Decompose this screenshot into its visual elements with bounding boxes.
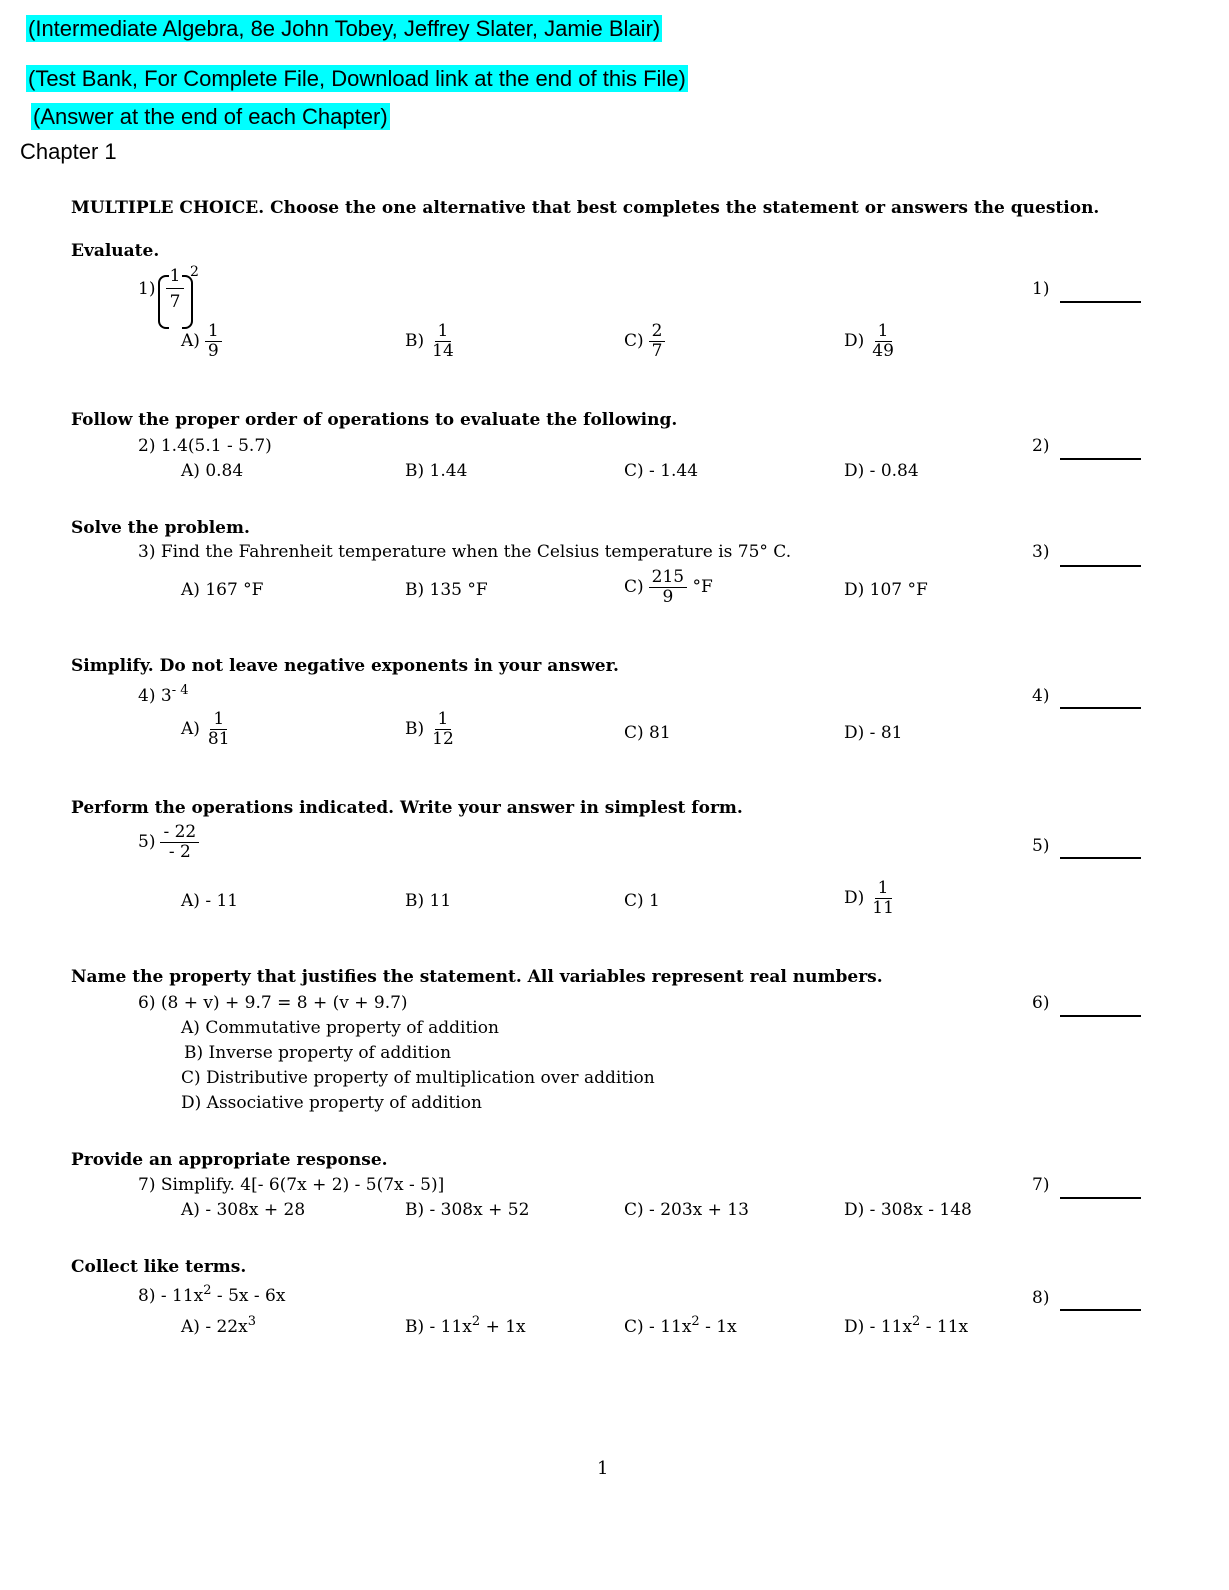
question-text: 6) (8 + v) + 9.7 = 8 + (v + 9.7)	[138, 993, 408, 1013]
choice-a[interactable]: A) 167 °F	[181, 580, 264, 600]
choice-c[interactable]: $C) - 11x^2 - 1x$	[624, 1314, 737, 1337]
choice-b[interactable]: B) 135 °F	[405, 580, 488, 600]
section-heading: Name the property that justifies the statement. All variables represent real numbers.	[71, 967, 883, 987]
choice-d[interactable]: D) - 0.84	[844, 461, 919, 481]
section-heading: Provide an appropriate response.	[71, 1150, 388, 1170]
answer-number: 4)	[1032, 686, 1050, 706]
answer-blank[interactable]	[1060, 458, 1141, 460]
choice-c[interactable]: C) - 203x + 13	[624, 1200, 749, 1220]
chapter-heading: Chapter 1	[20, 139, 117, 164]
choice-c[interactable]: C) 1	[624, 891, 660, 911]
choice-c[interactable]: C) - 1.44	[624, 461, 699, 481]
choice-b[interactable]: B) 11	[405, 891, 452, 911]
choice-d[interactable]: D) 107 °F	[844, 580, 928, 600]
header-title: (Intermediate Algebra, 8e John Tobey, Jeffrey Slater, Jamie Blair)	[28, 16, 661, 41]
fraction-numerator: 1	[169, 266, 181, 286]
question-text: 4) $3^{- 4}$	[138, 683, 189, 706]
choice-c[interactable]: C) 81	[624, 723, 671, 743]
choice-b[interactable]: B) - 308x + 52	[405, 1200, 530, 1220]
choice-b[interactable]: B) 1.44	[405, 461, 468, 481]
choice-d[interactable]: D) - 308x - 148	[844, 1200, 972, 1220]
header-test-bank-note: (Test Bank, For Complete File, Download link at the end of this File)	[28, 66, 686, 91]
choice-d[interactable]: D) Associative property of addition	[181, 1093, 482, 1113]
question-text: 7) Simplify. 4[- 6(7x + 2) - 5(7x - 5)]	[138, 1175, 445, 1195]
question-text: 2) 1.4(5.1 - 5.7)	[138, 436, 272, 456]
answer-number: 8)	[1032, 1288, 1050, 1308]
choice-d[interactable]: $D) - 11x^2 - 11x$	[844, 1314, 969, 1337]
choice-a[interactable]: A) $\frac{1}{9}$	[181, 322, 222, 361]
choice-c[interactable]: C) $\frac{215}{9}$ °F	[624, 567, 713, 607]
page-number: 1	[597, 1458, 609, 1479]
question-text: 3) Find the Fahrenheit temperature when the Celsius temperature is 75° C.	[138, 542, 792, 562]
choice-d[interactable]: D) - 81	[844, 723, 903, 743]
answer-number: 6)	[1032, 993, 1050, 1013]
section-heading: Follow the proper order of operations to evaluate the following.	[71, 410, 678, 430]
section-heading: Evaluate.	[71, 241, 160, 261]
instructions: MULTIPLE CHOICE. Choose the one alternative that best completes the statement or answers the question.	[71, 198, 1100, 218]
answer-blank[interactable]	[1060, 707, 1141, 709]
choice-a[interactable]: A) - 308x + 28	[181, 1200, 306, 1220]
choice-c[interactable]: C) Distributive property of multiplication over addition	[181, 1068, 655, 1088]
exponent: 2	[190, 264, 199, 280]
choice-b[interactable]: B) $\frac{1}{14}$	[405, 321, 454, 361]
section-heading: Solve the problem.	[71, 518, 250, 538]
answer-number: 1)	[1032, 279, 1050, 299]
answer-number: 5)	[1032, 836, 1050, 856]
answer-blank[interactable]	[1060, 301, 1141, 303]
answer-blank[interactable]	[1060, 1015, 1141, 1017]
choice-c[interactable]: C) $\frac{2}{7}$	[624, 322, 665, 361]
fraction-denominator: 7	[169, 292, 181, 312]
choice-a[interactable]: A) $\frac{1}{81}$	[181, 709, 230, 749]
choice-a[interactable]: $A) - 22x^3$	[181, 1314, 256, 1337]
answer-blank[interactable]	[1060, 857, 1141, 859]
choice-b[interactable]: $B) - 11x^2 + 1x$	[405, 1314, 526, 1337]
answer-number: 2)	[1032, 436, 1050, 456]
choice-a[interactable]: A) - 11	[181, 891, 239, 911]
section-heading: Simplify. Do not leave negative exponents in your answer.	[71, 656, 619, 676]
choice-d[interactable]: D) $\frac{1}{11}$	[844, 878, 894, 918]
answer-blank[interactable]	[1060, 565, 1141, 567]
header-answer-note: (Answer at the end of each Chapter)	[33, 104, 388, 129]
choice-a[interactable]: A) Commutative property of addition	[181, 1018, 499, 1038]
choice-b[interactable]: B) Inverse property of addition	[184, 1043, 452, 1063]
answer-number: 7)	[1032, 1175, 1050, 1195]
section-heading: Perform the operations indicated. Write your answer in simplest form.	[71, 798, 743, 818]
answer-number: 3)	[1032, 542, 1050, 562]
choice-b[interactable]: B) $\frac{1}{12}$	[405, 709, 454, 749]
right-parenthesis	[182, 275, 193, 329]
question-text: 5) $\frac{- 22}{- 2}$	[138, 823, 199, 862]
choice-d[interactable]: D) $\frac{1}{49}$	[844, 321, 894, 361]
choice-a[interactable]: A) 0.84	[181, 461, 244, 481]
section-heading: Collect like terms.	[71, 1257, 247, 1277]
answer-blank[interactable]	[1060, 1197, 1141, 1199]
question-text: $8) - 11x^2 - 5x - 6x$	[138, 1283, 286, 1306]
question-number: 1)	[138, 279, 156, 299]
answer-blank[interactable]	[1060, 1309, 1141, 1311]
